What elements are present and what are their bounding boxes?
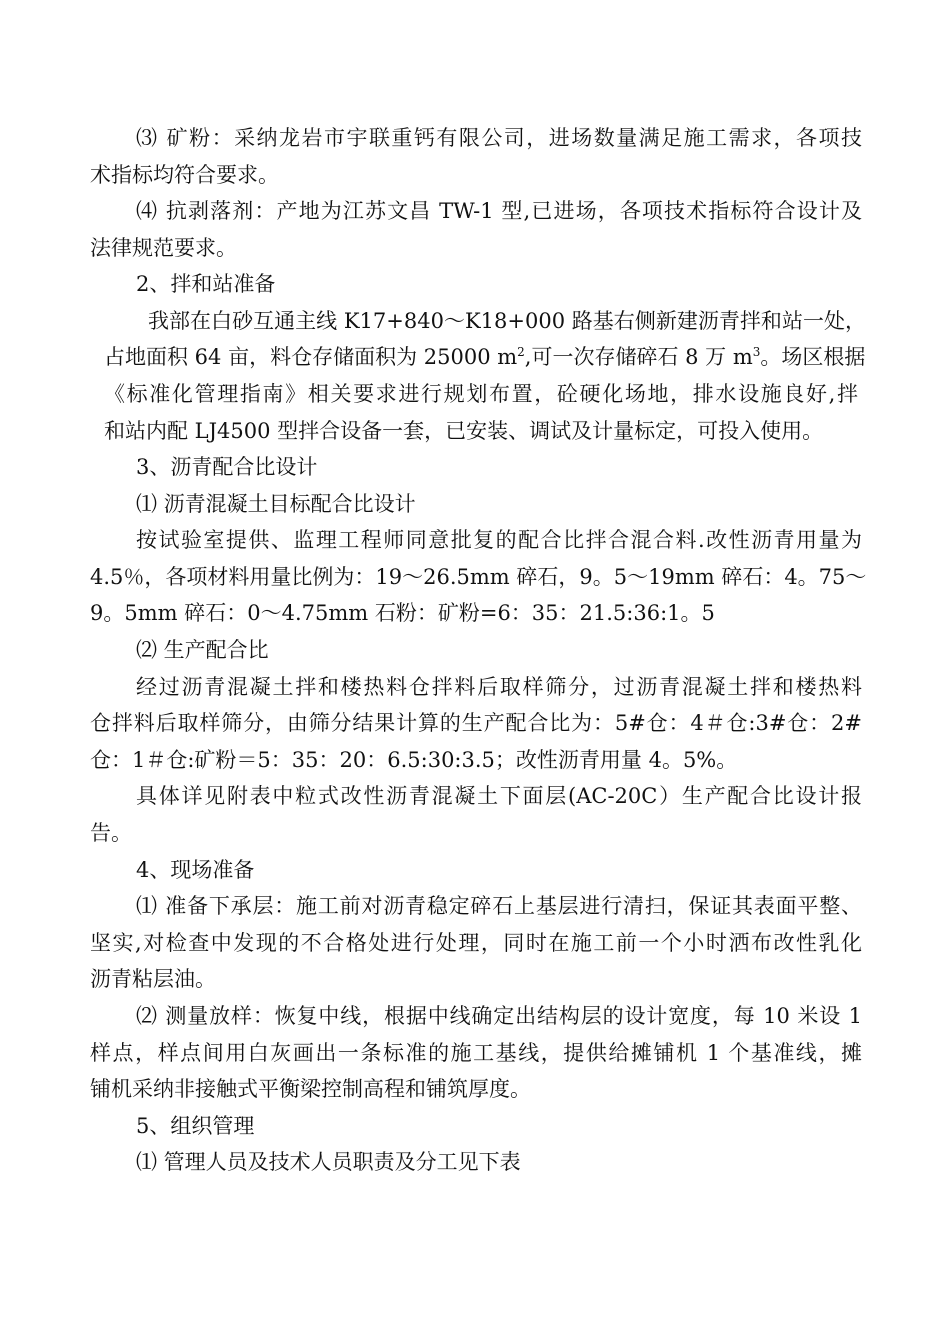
paragraph-survey-line-2: 样点，样点间用白灰画出一条标准的施工基线，提供给摊铺机 1 个基准线，摊 [90,1041,862,1065]
capacity-text: ,可一次存储碎石 8 万 m [524,345,753,369]
subheading-target-mix: ⑴ 沥青混凝土目标配合比设计 [136,492,416,516]
paragraph-survey-line-1: ⑵ 测量放样：恢复中线，根据中线确定出结构层的设计宽度，每 10 米设 1 [136,1004,862,1028]
heading-mix-design: 3、沥青配合比设计 [136,455,318,479]
paragraph-mixing-station-line-4: 和站内配 LJ4500 型拌合设备一套，已安装、调试及计量标定，可投入使用。 [104,419,824,443]
paragraph-report-ref-line-2: 告。 [90,821,132,845]
subheading-staff-duties: ⑴ 管理人员及技术人员职责及分工见下表 [136,1150,521,1174]
heading-organization: 5、组织管理 [136,1114,255,1138]
paragraph-target-mix-line-1: 按试验室提供、监理工程师同意批复的配合比拌合混合料.改性沥青用量为 [136,528,862,552]
paragraph-production-mix-line-2: 仓拌料后取样筛分，由筛分结果计算的生产配合比为：5#仓：4＃仓:3#仓：2# [90,711,862,735]
paragraph-mineral-powder-line-1: ⑶ 矿粉：采纳龙岩市宇联重钙有限公司，进场数量满足施工需求，各项技 [136,126,862,150]
paragraph-target-mix-line-2: 4.5％，各项材料用量比例为：19～26.5mm 碎石，9。5～19mm 碎石：4。75～ [90,565,867,589]
paragraph-survey-line-3: 铺机采纳非接触式平衡梁控制高程和铺筑厚度。 [90,1077,531,1101]
subheading-production-mix: ⑵ 生产配合比 [136,638,269,662]
paragraph-report-ref-line-1: 具体详见附表中粒式改性沥青混凝土下面层(AC-20C）生产配合比设计报 [136,784,862,808]
sup-square: 2 [517,345,525,359]
heading-mixing-station: 2、拌和站准备 [136,272,276,296]
site-text: 。场区根据 [760,345,866,369]
sup-cubic: 3 [752,345,761,359]
paragraph-production-mix-line-3: 仓：1＃仓:矿粉＝5：35：20：6.5:30:3.5；改性沥青用量 4。5%。 [90,748,738,772]
heading-site-prep: 4、现场准备 [136,858,255,882]
paragraph-underlayer-line-1: ⑴ 准备下承层：施工前对沥青稳定碎石上基层进行清扫，保证其表面平整、 [136,894,862,918]
paragraph-mixing-station-line-1: 我部在白砂互通主线 K17+840～K18+000 路基右侧新建沥青拌和站一处， [148,309,866,333]
area-text: 占地面积 64 亩，料仓存储面积为 25000 m [104,345,518,369]
paragraph-underlayer-line-3: 沥青粘层油。 [90,967,216,991]
paragraph-mixing-station-line-3: 《标准化管理指南》相关要求进行规划布置，砼硬化场地，排水设施良好,拌 [104,382,858,406]
paragraph-anti-stripping-line-2: 法律规范要求。 [90,236,237,260]
paragraph-production-mix-line-1: 经过沥青混凝土拌和楼热料仓拌料后取样筛分，过沥青混凝土拌和楼热料 [136,675,862,699]
paragraph-underlayer-line-2: 坚实,对检查中发现的不合格处进行处理，同时在施工前一个小时洒布改性乳化 [90,931,862,955]
paragraph-mixing-station-line-2 [104,342,866,372]
paragraph-anti-stripping-line-1: ⑷ 抗剥落剂：产地为江苏文昌 TW-1 型,已进场，各项技术指标符合设计及 [136,199,862,223]
paragraph-target-mix-line-3: 9。5mm 碎石：0～4.75mm 石粉：矿粉=6：35：21.5:36:1。5 [90,601,715,625]
paragraph-mineral-powder-line-2: 术指标均符合要求。 [90,163,279,187]
